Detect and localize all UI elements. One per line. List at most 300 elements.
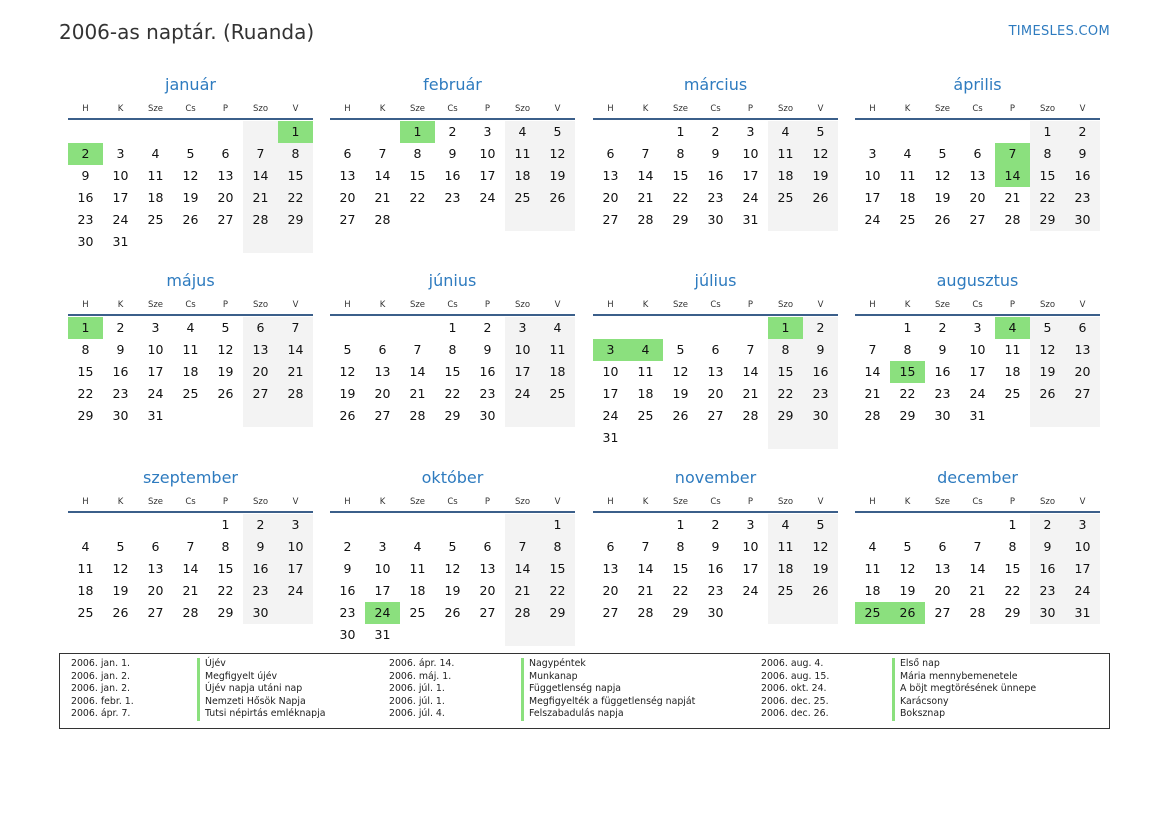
holiday-day-cell[interactable]: 1 <box>68 317 103 339</box>
day-cell[interactable]: 18 <box>514 168 531 183</box>
day-cell[interactable]: 29 <box>287 212 304 227</box>
day-cell[interactable]: 18 <box>777 168 794 183</box>
day-cell[interactable]: 28 <box>182 605 199 620</box>
day-cell[interactable]: 8 <box>448 342 457 357</box>
day-cell[interactable]: 12 <box>812 539 829 554</box>
day-cell[interactable]: 21 <box>969 583 986 598</box>
day-cell[interactable]: 20 <box>602 190 619 205</box>
day-cell[interactable]: 5 <box>1043 320 1052 335</box>
day-cell[interactable]: 6 <box>151 539 160 554</box>
day-cell[interactable]: 15 <box>409 168 426 183</box>
day-cell[interactable]: 26 <box>812 583 829 598</box>
day-cell[interactable]: 2 <box>116 320 125 335</box>
day-cell[interactable]: 9 <box>343 561 352 576</box>
day-cell[interactable]: 12 <box>899 561 916 576</box>
day-cell[interactable]: 7 <box>186 539 195 554</box>
day-cell[interactable]: 5 <box>816 517 825 532</box>
day-cell[interactable]: 30 <box>934 408 951 423</box>
day-cell[interactable]: 12 <box>549 146 566 161</box>
day-cell[interactable]: 6 <box>973 146 982 161</box>
day-cell[interactable]: 14 <box>742 364 759 379</box>
day-cell[interactable]: 15 <box>77 364 94 379</box>
day-cell[interactable]: 12 <box>934 168 951 183</box>
day-cell[interactable]: 7 <box>413 342 422 357</box>
day-cell[interactable]: 19 <box>549 168 566 183</box>
day-cell[interactable]: 14 <box>864 364 881 379</box>
day-cell[interactable]: 13 <box>934 561 951 576</box>
day-cell[interactable]: 6 <box>256 320 265 335</box>
day-cell[interactable]: 25 <box>409 605 426 620</box>
day-cell[interactable]: 24 <box>602 408 619 423</box>
day-cell[interactable]: 8 <box>81 342 90 357</box>
day-cell[interactable]: 10 <box>479 146 496 161</box>
day-cell[interactable]: 22 <box>1039 190 1056 205</box>
day-cell[interactable]: 30 <box>1039 605 1056 620</box>
day-cell[interactable]: 20 <box>934 583 951 598</box>
day-cell[interactable]: 13 <box>707 364 724 379</box>
day-cell[interactable]: 3 <box>291 517 300 532</box>
day-cell[interactable]: 26 <box>672 408 689 423</box>
day-cell[interactable]: 4 <box>903 146 912 161</box>
day-cell[interactable]: 24 <box>147 386 164 401</box>
day-cell[interactable]: 31 <box>374 627 391 642</box>
day-cell[interactable]: 9 <box>938 342 947 357</box>
day-cell[interactable]: 19 <box>217 364 234 379</box>
day-cell[interactable]: 17 <box>287 561 304 576</box>
day-cell[interactable]: 23 <box>479 386 496 401</box>
day-cell[interactable]: 22 <box>409 190 426 205</box>
day-cell[interactable]: 8 <box>781 342 790 357</box>
day-cell[interactable]: 9 <box>1043 539 1052 554</box>
day-cell[interactable]: 8 <box>291 146 300 161</box>
day-cell[interactable]: 16 <box>934 364 951 379</box>
day-cell[interactable]: 5 <box>343 342 352 357</box>
day-cell[interactable]: 7 <box>641 146 650 161</box>
holiday-day-cell[interactable]: 1 <box>768 317 803 339</box>
day-cell[interactable]: 3 <box>378 539 387 554</box>
day-cell[interactable]: 13 <box>374 364 391 379</box>
day-cell[interactable]: 21 <box>409 386 426 401</box>
day-cell[interactable]: 28 <box>374 212 391 227</box>
day-cell[interactable]: 16 <box>1039 561 1056 576</box>
day-cell[interactable]: 17 <box>479 168 496 183</box>
day-cell[interactable]: 28 <box>742 408 759 423</box>
day-cell[interactable]: 13 <box>252 342 269 357</box>
day-cell[interactable]: 29 <box>672 605 689 620</box>
day-cell[interactable]: 9 <box>81 168 90 183</box>
day-cell[interactable]: 26 <box>217 386 234 401</box>
day-cell[interactable]: 26 <box>812 190 829 205</box>
day-cell[interactable]: 9 <box>711 539 720 554</box>
day-cell[interactable]: 6 <box>378 342 387 357</box>
day-cell[interactable]: 22 <box>444 386 461 401</box>
day-cell[interactable]: 26 <box>1039 386 1056 401</box>
day-cell[interactable]: 5 <box>186 146 195 161</box>
day-cell[interactable]: 6 <box>711 342 720 357</box>
day-cell[interactable]: 1 <box>221 517 230 532</box>
day-cell[interactable]: 21 <box>182 583 199 598</box>
day-cell[interactable]: 9 <box>711 146 720 161</box>
day-cell[interactable]: 5 <box>938 146 947 161</box>
day-cell[interactable]: 4 <box>781 517 790 532</box>
day-cell[interactable]: 3 <box>116 146 125 161</box>
day-cell[interactable]: 3 <box>746 517 755 532</box>
day-cell[interactable]: 9 <box>448 146 457 161</box>
day-cell[interactable]: 1 <box>1008 517 1017 532</box>
day-cell[interactable]: 5 <box>553 124 562 139</box>
day-cell[interactable]: 2 <box>711 124 720 139</box>
holiday-day-cell[interactable]: 24 <box>365 602 400 624</box>
day-cell[interactable]: 17 <box>112 190 129 205</box>
day-cell[interactable]: 20 <box>707 386 724 401</box>
day-cell[interactable]: 18 <box>864 583 881 598</box>
day-cell[interactable]: 19 <box>672 386 689 401</box>
day-cell[interactable]: 4 <box>151 146 160 161</box>
day-cell[interactable]: 27 <box>479 605 496 620</box>
day-cell[interactable]: 22 <box>1004 583 1021 598</box>
day-cell[interactable]: 22 <box>777 386 794 401</box>
day-cell[interactable]: 23 <box>812 386 829 401</box>
day-cell[interactable]: 6 <box>938 539 947 554</box>
day-cell[interactable]: 24 <box>112 212 129 227</box>
day-cell[interactable]: 25 <box>777 583 794 598</box>
day-cell[interactable]: 25 <box>514 190 531 205</box>
day-cell[interactable]: 5 <box>903 539 912 554</box>
day-cell[interactable]: 2 <box>816 320 825 335</box>
day-cell[interactable]: 21 <box>637 583 654 598</box>
day-cell[interactable]: 3 <box>483 124 492 139</box>
day-cell[interactable]: 22 <box>217 583 234 598</box>
day-cell[interactable]: 12 <box>339 364 356 379</box>
day-cell[interactable]: 14 <box>409 364 426 379</box>
day-cell[interactable]: 3 <box>151 320 160 335</box>
day-cell[interactable]: 11 <box>514 146 531 161</box>
day-cell[interactable]: 30 <box>112 408 129 423</box>
day-cell[interactable]: 7 <box>973 539 982 554</box>
day-cell[interactable]: 13 <box>602 561 619 576</box>
day-cell[interactable]: 18 <box>637 386 654 401</box>
day-cell[interactable]: 11 <box>182 342 199 357</box>
day-cell[interactable]: 11 <box>1004 342 1021 357</box>
holiday-day-cell[interactable]: 4 <box>628 339 663 361</box>
day-cell[interactable]: 19 <box>444 583 461 598</box>
day-cell[interactable]: 13 <box>479 561 496 576</box>
day-cell[interactable]: 29 <box>217 605 234 620</box>
day-cell[interactable]: 22 <box>287 190 304 205</box>
day-cell[interactable]: 5 <box>676 342 685 357</box>
holiday-day-cell[interactable]: 1 <box>278 121 313 143</box>
day-cell[interactable]: 3 <box>973 320 982 335</box>
day-cell[interactable]: 10 <box>514 342 531 357</box>
day-cell[interactable]: 14 <box>969 561 986 576</box>
day-cell[interactable]: 27 <box>707 408 724 423</box>
day-cell[interactable]: 29 <box>77 408 94 423</box>
day-cell[interactable]: 17 <box>147 364 164 379</box>
day-cell[interactable]: 14 <box>637 561 654 576</box>
day-cell[interactable]: 24 <box>864 212 881 227</box>
holiday-day-cell[interactable]: 3 <box>593 339 628 361</box>
day-cell[interactable]: 11 <box>777 146 794 161</box>
day-cell[interactable]: 14 <box>182 561 199 576</box>
day-cell[interactable]: 26 <box>182 212 199 227</box>
day-cell[interactable]: 15 <box>287 168 304 183</box>
day-cell[interactable]: 2 <box>448 124 457 139</box>
day-cell[interactable]: 27 <box>602 212 619 227</box>
day-cell[interactable]: 6 <box>606 146 615 161</box>
day-cell[interactable]: 3 <box>1078 517 1087 532</box>
day-cell[interactable]: 19 <box>812 168 829 183</box>
day-cell[interactable]: 10 <box>969 342 986 357</box>
day-cell[interactable]: 28 <box>969 605 986 620</box>
day-cell[interactable]: 27 <box>339 212 356 227</box>
day-cell[interactable]: 2 <box>1043 517 1052 532</box>
day-cell[interactable]: 29 <box>777 408 794 423</box>
day-cell[interactable]: 18 <box>77 583 94 598</box>
day-cell[interactable]: 30 <box>707 605 724 620</box>
day-cell[interactable]: 15 <box>444 364 461 379</box>
day-cell[interactable]: 21 <box>252 190 269 205</box>
day-cell[interactable]: 7 <box>746 342 755 357</box>
day-cell[interactable]: 25 <box>637 408 654 423</box>
day-cell[interactable]: 17 <box>1074 561 1091 576</box>
day-cell[interactable]: 4 <box>413 539 422 554</box>
day-cell[interactable]: 28 <box>637 212 654 227</box>
day-cell[interactable]: 23 <box>934 386 951 401</box>
day-cell[interactable]: 22 <box>672 190 689 205</box>
day-cell[interactable]: 20 <box>374 386 391 401</box>
day-cell[interactable]: 19 <box>934 190 951 205</box>
day-cell[interactable]: 11 <box>147 168 164 183</box>
holiday-day-cell[interactable]: 14 <box>995 165 1030 187</box>
brand-link[interactable]: TIMESLES.COM <box>1008 24 1110 39</box>
day-cell[interactable]: 11 <box>899 168 916 183</box>
day-cell[interactable]: 17 <box>969 364 986 379</box>
day-cell[interactable]: 1 <box>448 320 457 335</box>
holiday-day-cell[interactable]: 7 <box>995 143 1030 165</box>
day-cell[interactable]: 17 <box>374 583 391 598</box>
day-cell[interactable]: 29 <box>549 605 566 620</box>
day-cell[interactable]: 4 <box>868 539 877 554</box>
day-cell[interactable]: 29 <box>444 408 461 423</box>
day-cell[interactable]: 12 <box>672 364 689 379</box>
day-cell[interactable]: 5 <box>221 320 230 335</box>
day-cell[interactable]: 23 <box>339 605 356 620</box>
day-cell[interactable]: 23 <box>1039 583 1056 598</box>
day-cell[interactable]: 28 <box>637 605 654 620</box>
day-cell[interactable]: 11 <box>77 561 94 576</box>
day-cell[interactable]: 19 <box>112 583 129 598</box>
day-cell[interactable]: 2 <box>256 517 265 532</box>
day-cell[interactable]: 16 <box>112 364 129 379</box>
day-cell[interactable]: 1 <box>676 517 685 532</box>
day-cell[interactable]: 29 <box>1039 212 1056 227</box>
day-cell[interactable]: 2 <box>343 539 352 554</box>
day-cell[interactable]: 26 <box>339 408 356 423</box>
day-cell[interactable]: 23 <box>252 583 269 598</box>
day-cell[interactable]: 18 <box>409 583 426 598</box>
day-cell[interactable]: 23 <box>707 190 724 205</box>
day-cell[interactable]: 16 <box>707 561 724 576</box>
day-cell[interactable]: 6 <box>221 146 230 161</box>
day-cell[interactable]: 16 <box>444 168 461 183</box>
day-cell[interactable]: 15 <box>1039 168 1056 183</box>
day-cell[interactable]: 5 <box>816 124 825 139</box>
day-cell[interactable]: 16 <box>812 364 829 379</box>
day-cell[interactable]: 14 <box>287 342 304 357</box>
day-cell[interactable]: 21 <box>637 190 654 205</box>
holiday-day-cell[interactable]: 26 <box>890 602 925 624</box>
day-cell[interactable]: 19 <box>182 190 199 205</box>
day-cell[interactable]: 12 <box>217 342 234 357</box>
day-cell[interactable]: 4 <box>518 124 527 139</box>
day-cell[interactable]: 20 <box>252 364 269 379</box>
day-cell[interactable]: 30 <box>1074 212 1091 227</box>
day-cell[interactable]: 8 <box>1043 146 1052 161</box>
day-cell[interactable]: 26 <box>112 605 129 620</box>
holiday-day-cell[interactable]: 1 <box>400 121 435 143</box>
day-cell[interactable]: 21 <box>1004 190 1021 205</box>
day-cell[interactable]: 19 <box>899 583 916 598</box>
day-cell[interactable]: 31 <box>112 234 129 249</box>
day-cell[interactable]: 20 <box>602 583 619 598</box>
day-cell[interactable]: 9 <box>816 342 825 357</box>
day-cell[interactable]: 21 <box>514 583 531 598</box>
day-cell[interactable]: 20 <box>1074 364 1091 379</box>
day-cell[interactable]: 12 <box>444 561 461 576</box>
day-cell[interactable]: 7 <box>868 342 877 357</box>
day-cell[interactable]: 14 <box>514 561 531 576</box>
day-cell[interactable]: 18 <box>147 190 164 205</box>
day-cell[interactable]: 10 <box>1074 539 1091 554</box>
day-cell[interactable]: 20 <box>147 583 164 598</box>
day-cell[interactable]: 22 <box>77 386 94 401</box>
day-cell[interactable]: 24 <box>287 583 304 598</box>
day-cell[interactable]: 11 <box>864 561 881 576</box>
holiday-day-cell[interactable]: 25 <box>855 602 890 624</box>
day-cell[interactable]: 8 <box>676 539 685 554</box>
day-cell[interactable]: 7 <box>641 539 650 554</box>
day-cell[interactable]: 12 <box>112 561 129 576</box>
day-cell[interactable]: 19 <box>339 386 356 401</box>
day-cell[interactable]: 31 <box>602 430 619 445</box>
day-cell[interactable]: 17 <box>742 561 759 576</box>
day-cell[interactable]: 20 <box>217 190 234 205</box>
day-cell[interactable]: 27 <box>147 605 164 620</box>
day-cell[interactable]: 14 <box>637 168 654 183</box>
day-cell[interactable]: 7 <box>291 320 300 335</box>
day-cell[interactable]: 17 <box>514 364 531 379</box>
day-cell[interactable]: 16 <box>1074 168 1091 183</box>
day-cell[interactable]: 5 <box>116 539 125 554</box>
day-cell[interactable]: 8 <box>676 146 685 161</box>
day-cell[interactable]: 18 <box>549 364 566 379</box>
day-cell[interactable]: 20 <box>479 583 496 598</box>
day-cell[interactable]: 15 <box>672 168 689 183</box>
day-cell[interactable]: 13 <box>969 168 986 183</box>
day-cell[interactable]: 15 <box>672 561 689 576</box>
day-cell[interactable]: 31 <box>742 212 759 227</box>
day-cell[interactable]: 28 <box>287 386 304 401</box>
day-cell[interactable]: 4 <box>186 320 195 335</box>
day-cell[interactable]: 23 <box>1074 190 1091 205</box>
day-cell[interactable]: 28 <box>864 408 881 423</box>
day-cell[interactable]: 25 <box>77 605 94 620</box>
day-cell[interactable]: 14 <box>252 168 269 183</box>
day-cell[interactable]: 27 <box>1074 386 1091 401</box>
day-cell[interactable]: 4 <box>781 124 790 139</box>
day-cell[interactable]: 10 <box>742 146 759 161</box>
day-cell[interactable]: 12 <box>812 146 829 161</box>
day-cell[interactable]: 13 <box>339 168 356 183</box>
day-cell[interactable]: 30 <box>479 408 496 423</box>
day-cell[interactable]: 8 <box>553 539 562 554</box>
day-cell[interactable]: 10 <box>864 168 881 183</box>
day-cell[interactable]: 15 <box>549 561 566 576</box>
day-cell[interactable]: 25 <box>1004 386 1021 401</box>
day-cell[interactable]: 28 <box>514 605 531 620</box>
holiday-day-cell[interactable]: 15 <box>890 361 925 383</box>
day-cell[interactable]: 16 <box>339 583 356 598</box>
day-cell[interactable]: 16 <box>77 190 94 205</box>
day-cell[interactable]: 4 <box>553 320 562 335</box>
day-cell[interactable]: 2 <box>483 320 492 335</box>
day-cell[interactable]: 9 <box>483 342 492 357</box>
day-cell[interactable]: 20 <box>969 190 986 205</box>
day-cell[interactable]: 10 <box>147 342 164 357</box>
day-cell[interactable]: 24 <box>514 386 531 401</box>
day-cell[interactable]: 18 <box>182 364 199 379</box>
day-cell[interactable]: 17 <box>864 190 881 205</box>
day-cell[interactable]: 21 <box>287 364 304 379</box>
day-cell[interactable]: 10 <box>742 539 759 554</box>
day-cell[interactable]: 9 <box>116 342 125 357</box>
day-cell[interactable]: 11 <box>409 561 426 576</box>
day-cell[interactable]: 26 <box>444 605 461 620</box>
day-cell[interactable]: 28 <box>409 408 426 423</box>
day-cell[interactable]: 24 <box>969 386 986 401</box>
day-cell[interactable]: 8 <box>1008 539 1017 554</box>
day-cell[interactable]: 15 <box>1004 561 1021 576</box>
day-cell[interactable]: 29 <box>1004 605 1021 620</box>
day-cell[interactable]: 4 <box>81 539 90 554</box>
day-cell[interactable]: 29 <box>899 408 916 423</box>
day-cell[interactable]: 7 <box>518 539 527 554</box>
day-cell[interactable]: 27 <box>934 605 951 620</box>
day-cell[interactable]: 3 <box>746 124 755 139</box>
day-cell[interactable]: 20 <box>339 190 356 205</box>
day-cell[interactable]: 13 <box>602 168 619 183</box>
day-cell[interactable]: 31 <box>969 408 986 423</box>
day-cell[interactable]: 26 <box>934 212 951 227</box>
day-cell[interactable]: 31 <box>1074 605 1091 620</box>
day-cell[interactable]: 16 <box>479 364 496 379</box>
day-cell[interactable]: 2 <box>1078 124 1087 139</box>
day-cell[interactable]: 26 <box>549 190 566 205</box>
day-cell[interactable]: 28 <box>1004 212 1021 227</box>
day-cell[interactable]: 11 <box>549 342 566 357</box>
day-cell[interactable]: 18 <box>1004 364 1021 379</box>
day-cell[interactable]: 22 <box>899 386 916 401</box>
day-cell[interactable]: 21 <box>864 386 881 401</box>
day-cell[interactable]: 17 <box>602 386 619 401</box>
day-cell[interactable]: 18 <box>899 190 916 205</box>
day-cell[interactable]: 30 <box>339 627 356 642</box>
day-cell[interactable]: 1 <box>1043 124 1052 139</box>
day-cell[interactable]: 10 <box>287 539 304 554</box>
day-cell[interactable]: 19 <box>812 561 829 576</box>
day-cell[interactable]: 5 <box>448 539 457 554</box>
day-cell[interactable]: 24 <box>1074 583 1091 598</box>
